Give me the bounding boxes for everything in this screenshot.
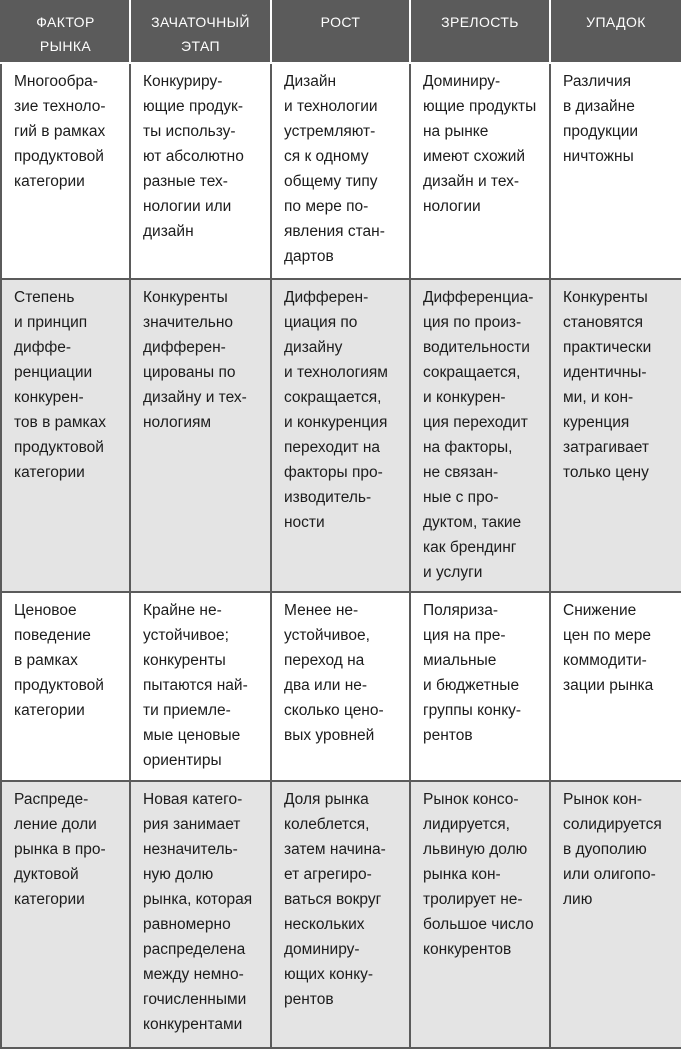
table-row <box>1 63 681 279</box>
cell-emergence: Крайне не- устойчивое; конкуренты пытаются най- ти приемле- мые ценовые ориентиры <box>130 592 271 781</box>
cell-maturity: Дифференциа- ция по произ- водительности сокращается, и конкурен- ция переходит на факторы, не связан- ные с про- дуктом, такие как брендинг и услуги <box>410 279 550 592</box>
cell-maturity: Доминиру- ющие продукты на рынке имеют схожий дизайн и тех- нологии <box>410 63 550 279</box>
cell-growth: Менее не- устойчивое, переход на два или не- сколько цено- вых уровней <box>271 592 410 781</box>
header-growth: РОСТ <box>271 1 410 63</box>
cell-factor: Многообра- зие техноло- гий в рамках продуктовой категории <box>1 63 130 279</box>
cell-growth: Доля рынка колеблется, затем начина- ет агрегиро- ваться вокруг нескольких доминиру- ющих конку- рентов <box>271 781 410 1048</box>
header-row <box>1 1 681 63</box>
cell-factor: Степень и принцип диффе- ренциации конкурен- тов в рамках продуктовой категории <box>1 279 130 592</box>
header-factor: ФАКТОР РЫНКА <box>1 1 130 63</box>
header-emergence: ЗАЧАТОЧНЫЙ ЭТАП <box>130 1 271 63</box>
cell-decline: Различия в дизайне продукции ничтожны <box>550 63 681 279</box>
header-maturity: ЗРЕЛОСТЬ <box>410 1 550 63</box>
table-row <box>1 279 681 592</box>
cell-factor: Ценовое поведение в рамках продуктовой категории <box>1 592 130 781</box>
table-row <box>1 592 681 781</box>
cell-growth: Дизайн и технологии устремляют- ся к одному общему типу по мере по- явления стан- дартов <box>271 63 410 279</box>
cell-emergence: Конкуриру- ющие продук- ты использу- ют абсолютно разные тех- нологии или дизайн <box>130 63 271 279</box>
cell-decline: Рынок кон- солидируется в дуополию или олигопо- лию <box>550 781 681 1048</box>
cell-maturity: Рынок консо- лидируется, львиную долю рынка кон- тролирует не- большое число конкурентов <box>410 781 550 1048</box>
table-row <box>1 781 681 1048</box>
cell-decline: Конкуренты становятся практически идентичны- ми, и кон- куренция затрагивает только цену <box>550 279 681 592</box>
cell-emergence: Новая катего- рия занимает незначитель- ную долю рынка, которая равномерно распределена между немно- гочисленными конкурентами <box>130 781 271 1048</box>
cell-decline: Снижение цен по мере коммодити- зации рынка <box>550 592 681 781</box>
header-decline: УПАДОК <box>550 1 681 63</box>
cell-emergence: Конкуренты значительно дифферен- цированы по дизайну и тех- нологиям <box>130 279 271 592</box>
cell-growth: Дифферен- циация по дизайну и технологиям сокращается, и конкуренция переходит на факторы про- изводитель- ности <box>271 279 410 592</box>
cell-factor: Распреде- ление доли рынка в про- дуктовой категории <box>1 781 130 1048</box>
cell-maturity: Поляриза- ция на пре- миальные и бюджетные группы конку- рентов <box>410 592 550 781</box>
